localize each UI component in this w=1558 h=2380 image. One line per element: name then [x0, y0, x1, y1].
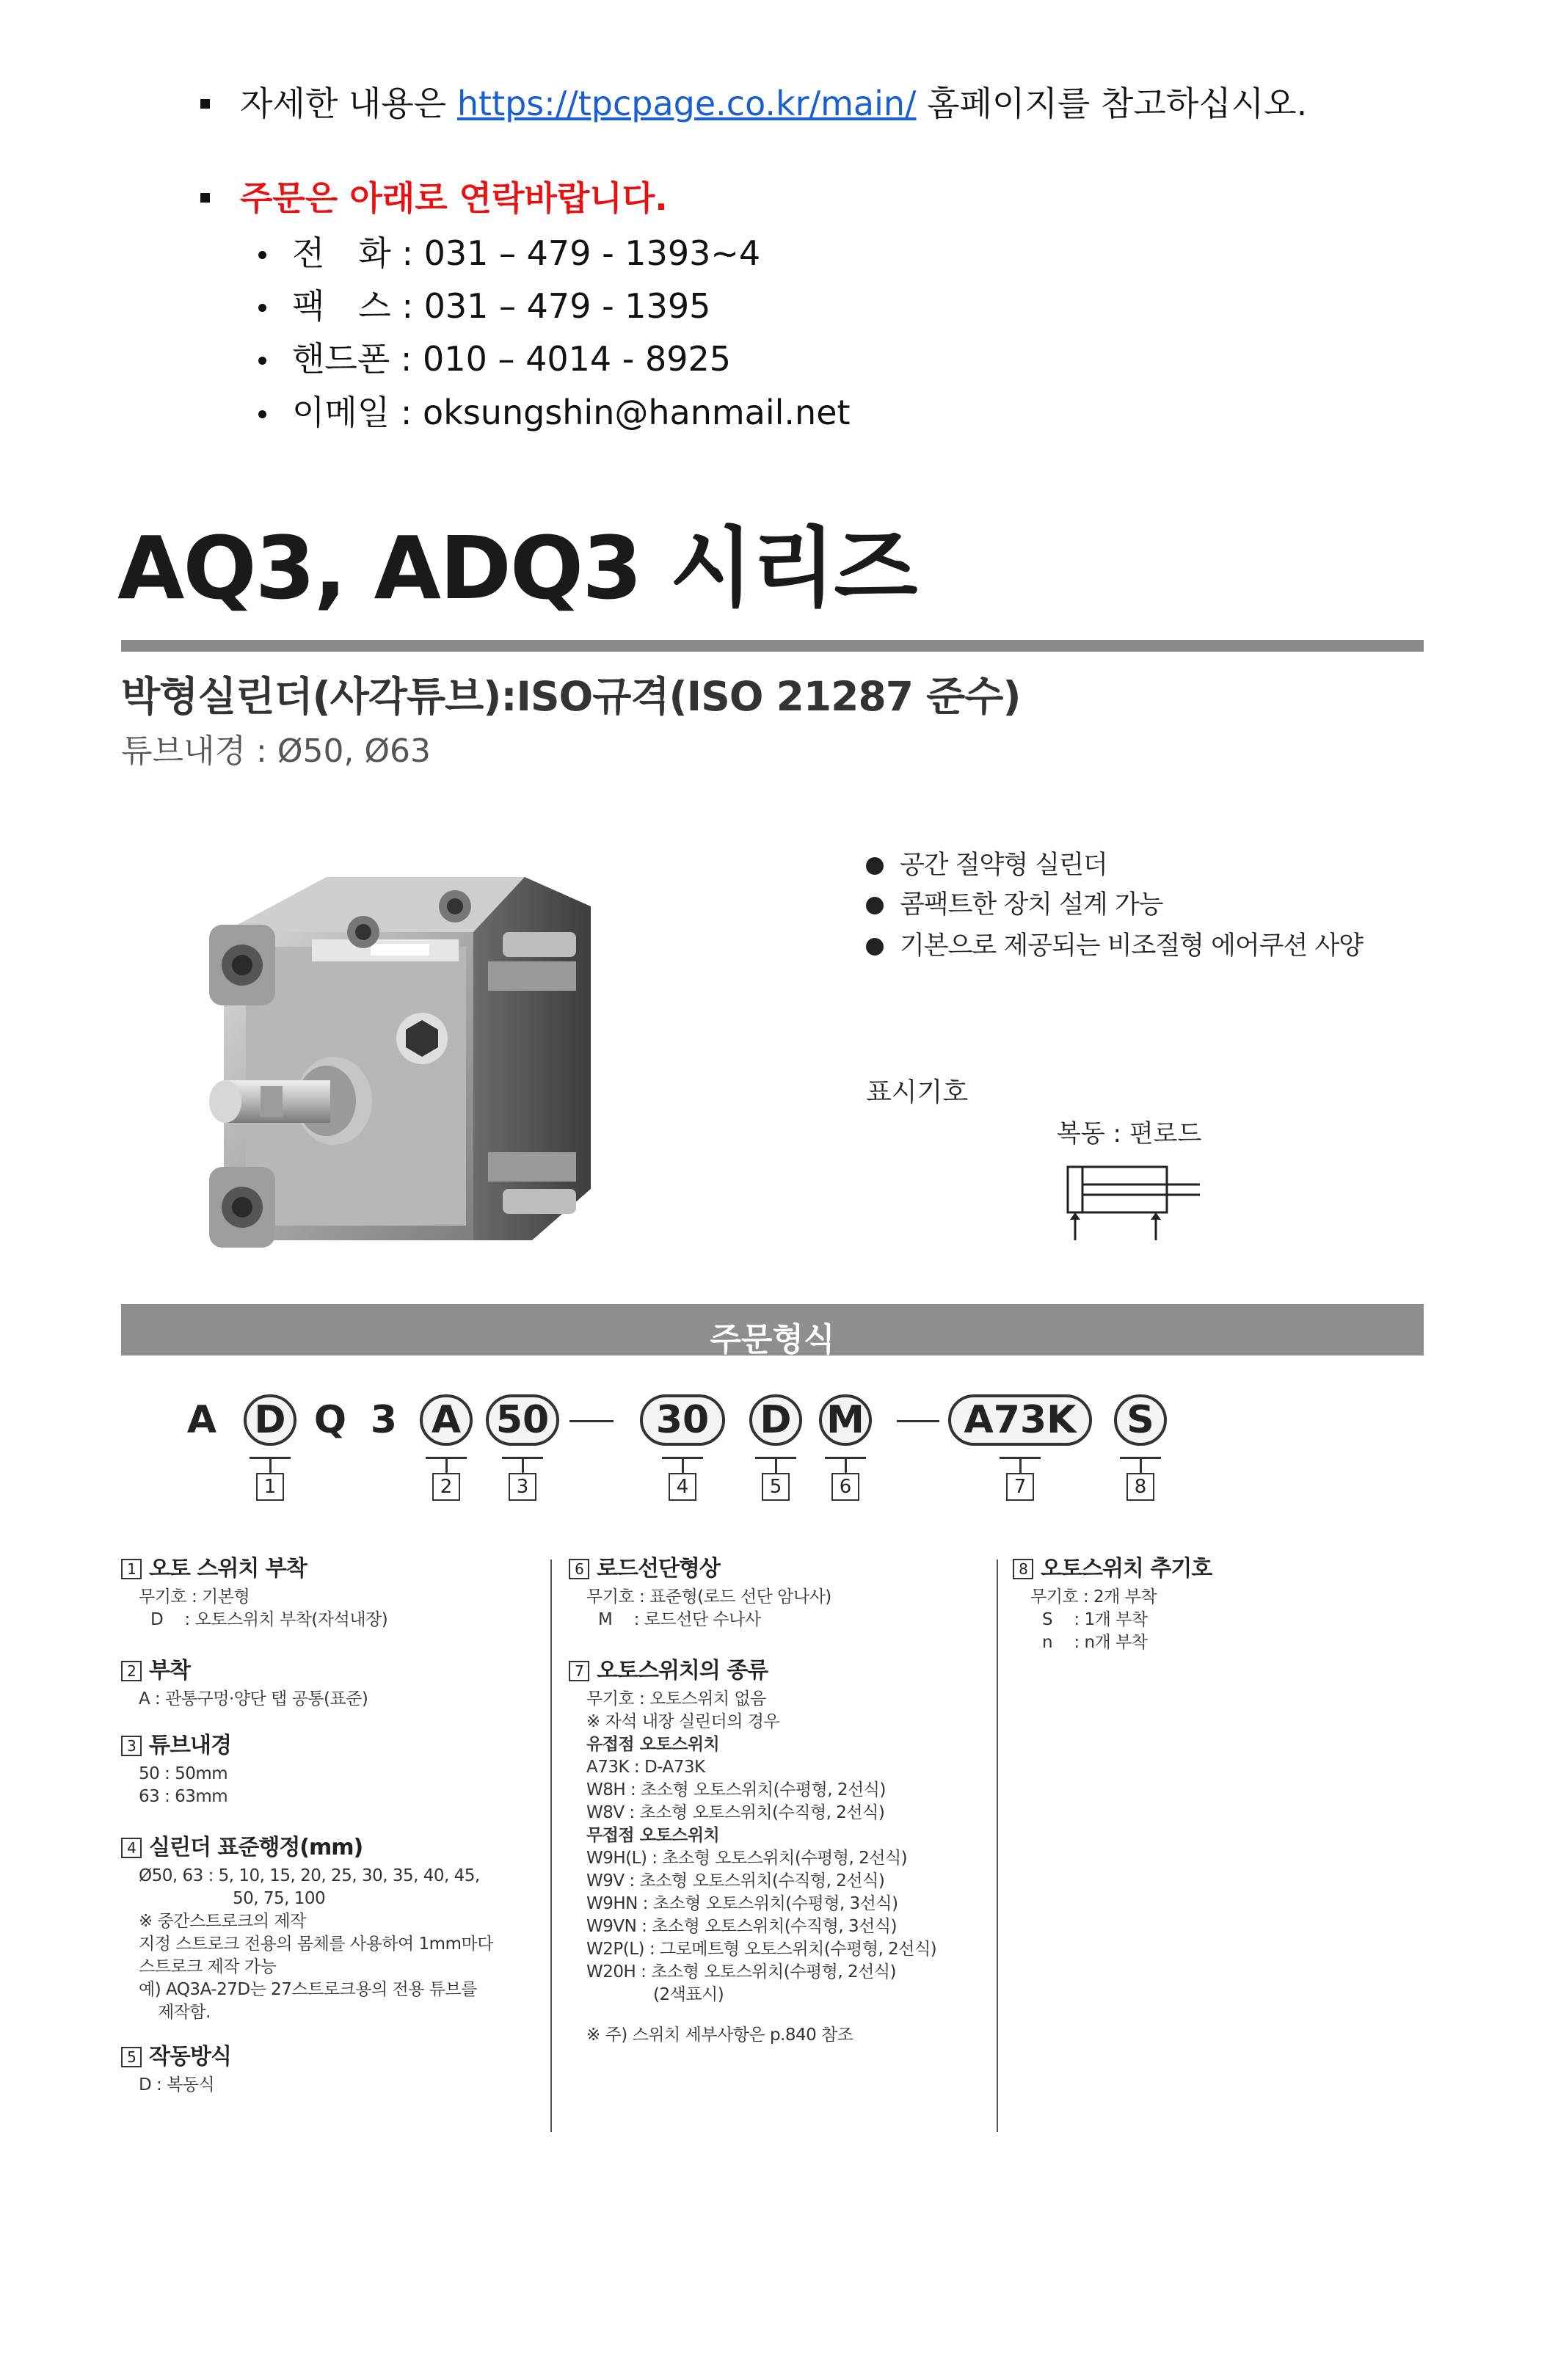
order-format-banner: 주문형식	[121, 1304, 1424, 1355]
bullet-dot-icon	[258, 357, 266, 365]
option-section-1: 1 오토 스위치 부착 무기호 : 기본형 D : 오토스위치 부착(자석내장)	[121, 1558, 387, 1631]
option-section-8: 8 오토스위치 추기호 무기호 : 2개 부착 S : 1개 부착 n : n개 부착	[1013, 1558, 1212, 1654]
page-title: AQ3, ADQ3 시리즈	[117, 517, 917, 619]
option-number-7: 7	[1006, 1473, 1034, 1501]
bullet-dot-icon	[866, 938, 884, 956]
title-divider	[121, 640, 1424, 652]
code-option-2: A	[420, 1394, 473, 1446]
homepage-line: 자세한 내용은 https://tpcpage.co.kr/main/ 홈페이지를 참고하십시오.	[240, 84, 1308, 123]
feature-item: 공간 절약형 실린더	[866, 853, 1107, 878]
option-section-3: 3 튜브내경 50 : 50mm 63 : 63mm	[121, 1735, 231, 1808]
symbol-title: 표시기호	[866, 1077, 969, 1107]
leader-line	[682, 1457, 684, 1473]
bullet-square-icon	[200, 99, 210, 109]
leader-line	[445, 1457, 448, 1473]
option-number-1: 1	[256, 1473, 284, 1501]
leader-line	[775, 1457, 777, 1473]
code-letter: A	[186, 1398, 217, 1442]
option-number-4: 4	[669, 1473, 696, 1501]
option-number-8: 8	[1126, 1473, 1154, 1501]
code-option-7: A73K	[948, 1394, 1092, 1446]
column-divider	[550, 1560, 552, 2132]
code-option-1: D	[244, 1394, 296, 1446]
code-letter: 3	[370, 1398, 398, 1442]
bullet-square-icon	[200, 193, 210, 203]
code-letter: Q	[313, 1398, 347, 1442]
leader-line	[1019, 1457, 1022, 1473]
option-number-2: 2	[432, 1473, 460, 1501]
code-option-6: M	[819, 1394, 872, 1446]
code-option-4: 30	[640, 1394, 725, 1446]
code-separator	[569, 1420, 614, 1422]
option-number-3: 3	[509, 1473, 536, 1501]
code-option-3: 50	[486, 1394, 559, 1446]
option-section-2: 2 부착 A : 관통구멍·양단 탭 공통(표준)	[121, 1660, 368, 1711]
contact-fax: 팩 스 : 031 – 479 - 1395	[292, 286, 711, 326]
feature-item: 콤팩트한 장치 설계 가능	[866, 892, 1162, 918]
symbol-caption: 복동 : 편로드	[1057, 1119, 1202, 1149]
contact-mobile: 핸드폰 : 010 – 4014 - 8925	[292, 339, 732, 379]
leader-line	[269, 1457, 272, 1473]
code-option-5: D	[749, 1394, 802, 1446]
product-subtitle: 박형실린더(사각튜브):ISO규격(ISO 21287 준수)	[121, 673, 1021, 720]
double-acting-cylinder-symbol-icon	[1064, 1158, 1204, 1246]
option-section-7: 7 오토스위치의 종류 무기호 : 오토스위치 없음 ※ 자석 내장 실린더의 경우 유접점 오토스위치 A73K : D-A73K W8H : 초소형 오토스위치(수평형, 2선식) W8V : 초소형 오토스위치(수직형, 2선식) 무접점 오토스위치 W9H(L) : 초소형 오토스위치(수평형, 2선식) W9V : 초소형 오토스위치(수직형, 2선식) W9HN : 초소형 오토스위치(수평형, 3선식) W9VN : 초소형 오토스위치(수직형, 3선식) W2P(L) : 그로메트형 오토스위치(수평형, 2선식) W20H : 초소형 오토스위치(수평형, 2선식) (2색표시) ※ 주) 스위치 세부사항은 p.840 참조	[569, 1660, 936, 2047]
tube-bore: 튜브내경 : Ø50, Ø63	[121, 732, 432, 770]
bullet-dot-icon	[258, 410, 266, 418]
leader-line	[522, 1457, 524, 1473]
option-section-5: 5 작동방식 D : 복동식	[121, 2046, 231, 2097]
bullet-dot-icon	[866, 897, 884, 914]
column-divider	[997, 1560, 998, 2132]
contact-email: 이메일 : oksungshin@hanmail.net	[292, 393, 851, 432]
bullet-dot-icon	[258, 251, 266, 259]
order-contact-heading: 주문은 아래로 연락바랍니다.	[240, 178, 668, 218]
contact-phone: 전 화 : 031 – 479 - 1393~4	[292, 233, 761, 273]
leader-line	[845, 1457, 847, 1473]
homepage-link[interactable]: https://tpcpage.co.kr/main/	[456, 84, 917, 123]
leader-line	[1140, 1457, 1142, 1473]
option-number-5: 5	[762, 1473, 790, 1501]
feature-item: 기본으로 제공되는 비조절형 에어쿠션 사양	[866, 934, 1363, 959]
code-separator	[897, 1420, 939, 1422]
bullet-dot-icon	[866, 857, 884, 875]
option-section-4: 4 실린더 표준행정(mm) Ø50, 63 : 5, 10, 15, 20, 25, 30, 35, 40, 45, 50, 75, 100 ※ 중간스트로크의 제작 지정 스트로크 전용의 몸체를 사용하여 1mm마다 스트로크 제작 가능 예) AQ3A-27D는 27스트로크용의 전용 튜브를 제작함.	[121, 1837, 493, 2024]
option-number-6: 6	[831, 1473, 859, 1501]
bullet-dot-icon	[258, 304, 266, 312]
option-section-6: 6 로드선단형상 무기호 : 표준형(로드 선단 암나사) M : 로드선단 수나사	[569, 1558, 831, 1631]
cylinder-product-image	[180, 844, 620, 1255]
code-option-8: S	[1114, 1394, 1167, 1446]
